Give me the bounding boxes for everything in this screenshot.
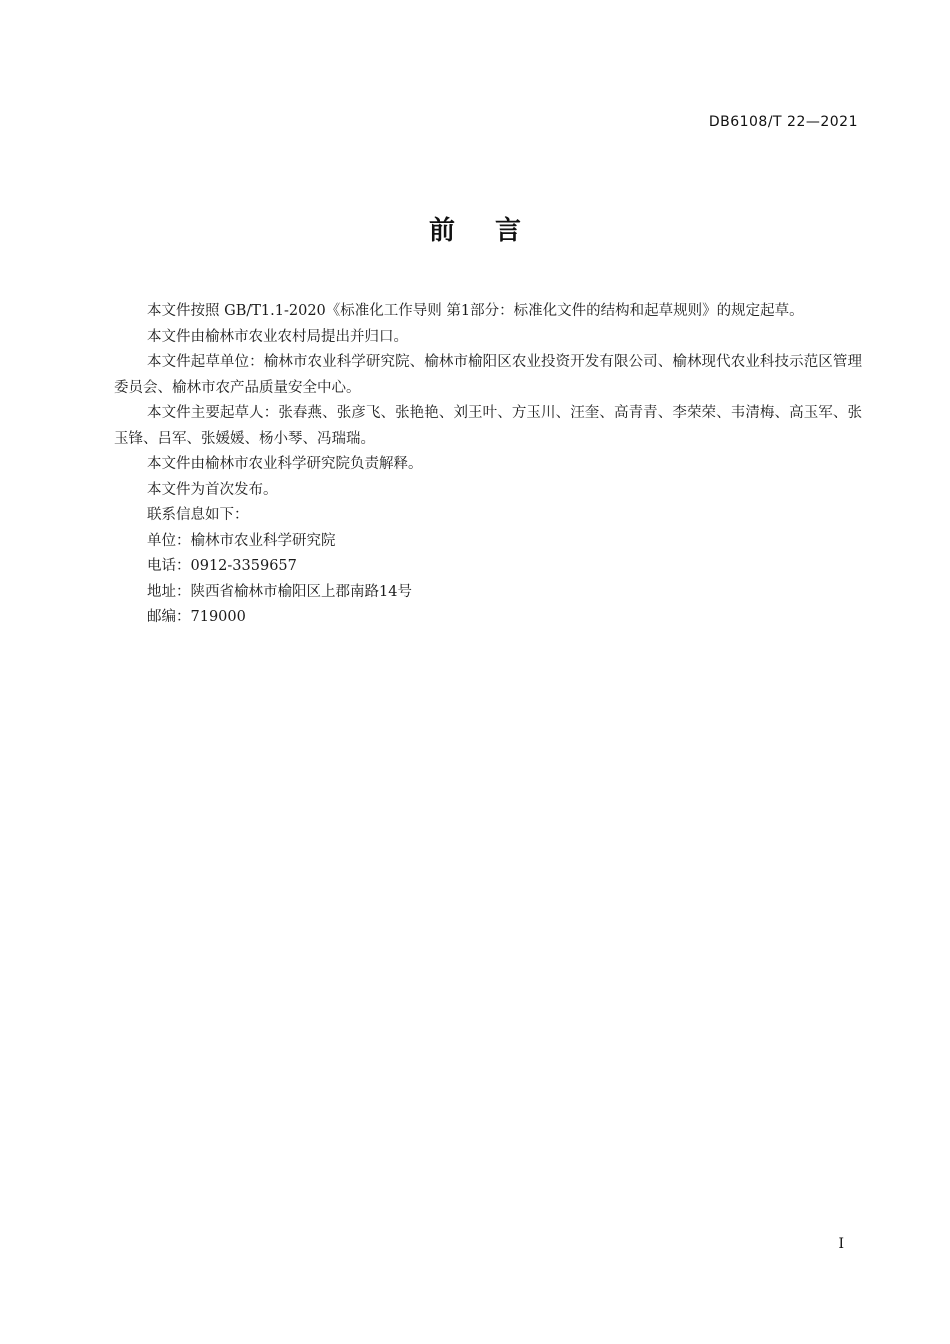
page-number: I	[838, 1236, 844, 1252]
contact-address: 地址：陕西省榆林市榆阳区上郡南路14号	[147, 583, 412, 600]
paragraph-first-release: 本文件为首次发布。	[147, 481, 278, 498]
contact-postcode: 邮编：719000	[147, 609, 246, 625]
page-title: 前言	[428, 216, 561, 246]
document-code: DB6108/T 22—2021	[708, 114, 858, 130]
paragraph-contact-intro: 联系信息如下：	[147, 507, 249, 523]
paragraph-drafting-units: 本文件起草单位：榆林市农业科学研究院、榆林市榆阳区农业投资开发有限公司、榆林现代农业科技示范区管理委员会、榆林市农产品质量安全中心。	[114, 354, 862, 396]
foreword-body	[114, 299, 862, 631]
paragraph-drafting-rules: 本文件按照 GB/T1.1-2020《标准化工作导则 第1部分：标准化文件的结构和起草规则》的规定起草。	[147, 303, 804, 319]
paragraph-drafters: 本文件主要起草人：张春燕、张彦飞、张艳艳、刘王叶、方玉川、汪奎、高青青、李荣荣、韦清梅、高玉军、张玉锋、吕军、张媛媛、杨小琴、冯瑞瑞。	[114, 405, 862, 447]
paragraph-proposer: 本文件由榆林市农业农村局提出并归口。	[147, 328, 408, 345]
contact-unit: 单位：榆林市农业科学研究院	[147, 532, 336, 549]
paragraph-interpretation: 本文件由榆林市农业科学研究院负责解释。	[147, 456, 423, 472]
contact-phone: 电话：0912-3359657	[147, 558, 297, 574]
